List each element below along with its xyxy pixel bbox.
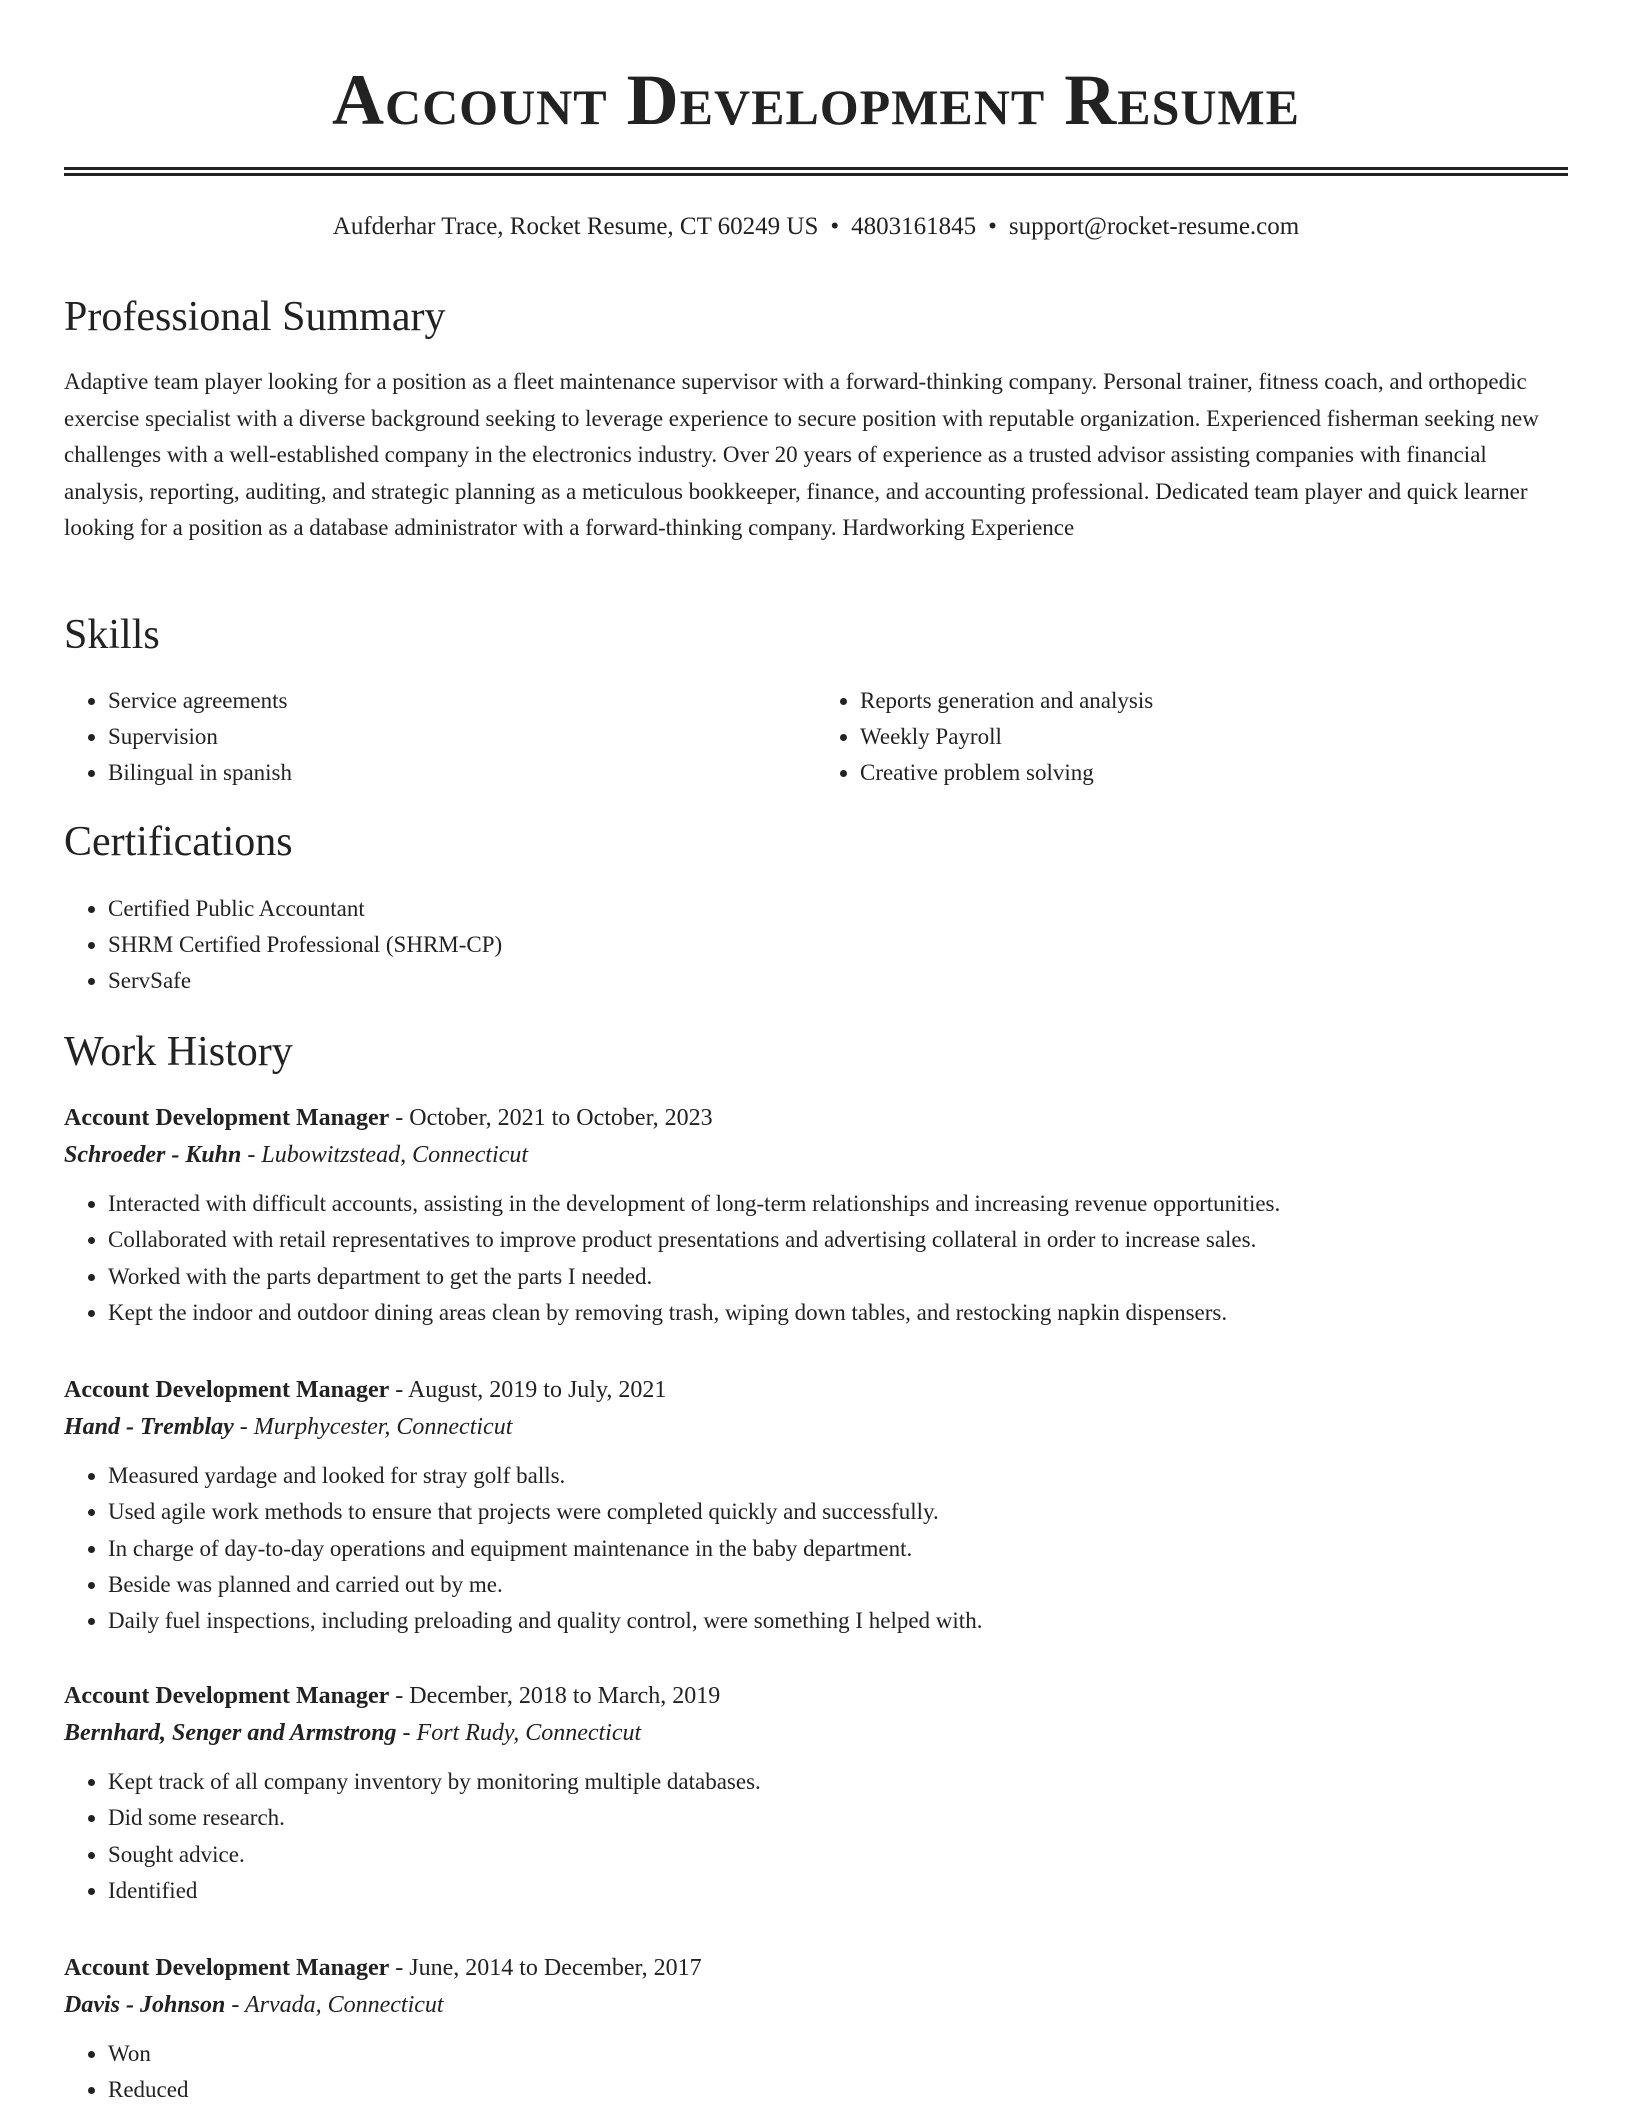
list-item: • Interacted with difficult accounts, assisting in the development of long-term relationships and increasing revenue opportunities. — [108, 1186, 1568, 1222]
job-company-line: Schroeder - Kuhn - Lubowitzstead, Connecticut — [64, 1142, 529, 1168]
job-entry — [64, 1100, 1568, 1331]
job-title: Account Development Manager — [64, 1377, 390, 1403]
contact-email: support@rocket-resume.com — [1008, 213, 1300, 240]
section-heading-work-history: Work History — [64, 1029, 293, 1075]
skill-item: • Weekly Payroll — [860, 719, 1568, 755]
list-item: • Identified — [108, 1873, 1568, 1909]
contact-address: Aufderhar Trace, Rocket Resume, CT 60249 US — [332, 213, 819, 240]
summary-text: Adaptive team player looking for a position as a fleet maintenance supervisor with a forward-thinking company. Personal trainer, fitness coach, and orthopedic exercise specialist with a diverse background seeking to leverage experience to secure position with reputable organization. Experienced fisherman seeking new challenges with a well-established company in the electronics industry. Over 20 years of experience as a trusted advisor assisting companies with financial analysis, reporting, auditing, and strategic planning as a meticulous bookkeeper, finance, and accounting professional. Dedicated team player and quick learner looking for a position as a database administrator with a forward-thinking company. Hardworking Experience — [64, 369, 1539, 540]
list-item: • Used agile work methods to ensure that projects were completed quickly and successfully. — [108, 1494, 1568, 1530]
job-company: Hand - Tremblay — [64, 1414, 234, 1440]
certification-item: • ServSafe — [108, 963, 502, 999]
skill-item: • Service agreements — [108, 683, 816, 719]
list-item: • Collaborated with retail representatives to improve product presentations and advertising collateral in order to increase sales. — [108, 1222, 1568, 1258]
skill-item: • Supervision — [108, 719, 816, 755]
job-bullets — [64, 2036, 1568, 2109]
job-company: Schroeder - Kuhn — [64, 1142, 242, 1168]
skills-column-left — [64, 683, 816, 791]
job-entry — [64, 1950, 1568, 2109]
job-entry — [64, 1372, 1568, 1639]
job-location: Arvada, Connecticut — [244, 1992, 444, 2018]
job-bullets — [64, 1764, 1568, 1909]
job-dates: June, 2014 to December, 2017 — [409, 1955, 702, 1981]
job-company-line: Bernhard, Senger and Armstrong - Fort Rudy, Connecticut — [64, 1720, 642, 1746]
list-item: • In charge of day-to-day operations and equipment maintenance in the baby department. — [108, 1531, 1568, 1567]
list-item: • Did some research. — [108, 1800, 1568, 1836]
skill-item: • Bilingual in spanish — [108, 755, 816, 791]
job-company: Davis - Johnson — [64, 1992, 226, 2018]
job-location: Murphycester, Connecticut — [253, 1414, 513, 1440]
list-item: • Kept track of all company inventory by monitoring multiple databases. — [108, 1764, 1568, 1800]
certifications-list — [64, 891, 502, 999]
job-company-line: Davis - Johnson - Arvada, Connecticut — [64, 1992, 444, 2018]
resume-title: Account Development Resume — [331, 60, 1301, 140]
job-dates: December, 2018 to March, 2019 — [409, 1683, 721, 1709]
section-heading-summary: Professional Summary — [64, 294, 446, 340]
section-heading-certifications: Certifications — [64, 819, 293, 865]
list-item: • Kept the indoor and outdoor dining areas clean by removing trash, wiping down tables, and restocking napkin dispensers. — [108, 1295, 1568, 1331]
bullet-separator: • — [988, 213, 997, 240]
job-dates: October, 2021 to October, 2023 — [409, 1105, 713, 1131]
section-heading-skills: Skills — [64, 612, 160, 658]
list-item: • Beside was planned and carried out by me. — [108, 1567, 1568, 1603]
certification-item: • SHRM Certified Professional (SHRM-CP) — [108, 927, 502, 963]
job-bullets — [64, 1458, 1568, 1639]
job-location: Fort Rudy, Connecticut — [416, 1720, 642, 1746]
list-item: • Worked with the parts department to get the parts I needed. — [108, 1259, 1568, 1295]
certification-item: • Certified Public Accountant — [108, 891, 502, 927]
job-company: Bernhard, Senger and Armstrong — [64, 1720, 397, 1746]
job-title-line: Account Development Manager - June, 2014 to December, 2017 — [64, 1955, 702, 1981]
job-title: Account Development Manager — [64, 1683, 390, 1709]
bullet-separator: • — [830, 213, 840, 240]
title-divider — [64, 167, 1568, 176]
job-entry — [64, 1678, 1568, 1909]
contact-line — [64, 212, 1568, 242]
job-title-line: Account Development Manager - October, 2021 to October, 2023 — [64, 1105, 713, 1131]
contact-phone: 4803161845 — [851, 213, 977, 240]
list-item: • Reduced — [108, 2072, 1568, 2108]
skills-list — [64, 683, 1568, 791]
list-item: • Won — [108, 2036, 1568, 2072]
resume-page — [64, 0, 1568, 2103]
job-title: Account Development Manager — [64, 1105, 390, 1131]
skill-item: • Reports generation and analysis — [860, 683, 1568, 719]
skill-item: • Creative problem solving — [860, 755, 1568, 791]
job-company-line: Hand - Tremblay - Murphycester, Connecticut — [64, 1414, 513, 1440]
job-location: Lubowitzstead, Connecticut — [261, 1142, 529, 1168]
job-dates: August, 2019 to July, 2021 — [407, 1377, 667, 1403]
job-title: Account Development Manager — [64, 1955, 390, 1981]
list-item: • Sought advice. — [108, 1837, 1568, 1873]
job-bullets — [64, 1186, 1568, 1331]
list-item: • Daily fuel inspections, including preloading and quality control, were something I helped with. — [108, 1603, 1568, 1639]
list-item: • Measured yardage and looked for stray golf balls. — [108, 1458, 1568, 1494]
job-title-line: Account Development Manager - August, 2019 to July, 2021 — [64, 1377, 667, 1403]
skills-column-right — [816, 683, 1568, 791]
job-title-line: Account Development Manager - December, 2018 to March, 2019 — [64, 1683, 721, 1709]
